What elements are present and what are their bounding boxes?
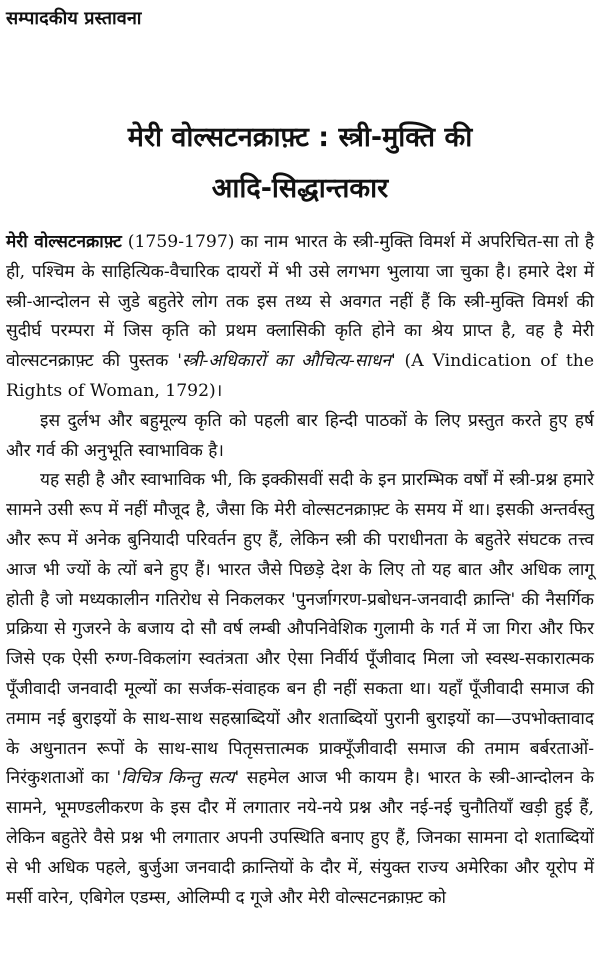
paragraph-1-text-a: (1759-1797) का नाम भारत के स्त्री-मुक्ति विमर्श में अपरिचित-सा तो है ही, पश्चिम के साहित्यिक-वैचारिक दायरों में भी उसे लगभग भुलाया जा चुका है। हमारे देश में स्त्री-आन्दोलन से जुडे बहुतेरे लोग तक इस तथ्य से अवगत नहीं हैं कि स्त्री-मुक्ति विमर्श की सुदीर्घ परम्परा में जिस कृति को प्रथम क्लासिकी कृति होने का श्रेय प्राप्त है, वह है मेरी वोल्सटनक्राफ़्ट की पुस्तक — [6, 232, 594, 372]
paragraph-3 — [6, 466, 594, 913]
chapter-title-line-1: मेरी वोल्सटनक्राफ़्ट : स्त्री-मुक्ति की — [127, 122, 473, 153]
paragraph-1-text-b: (A Vindication of the Rights of Woman, 1792)। — [6, 351, 595, 401]
book-title-hindi: 'स्त्री-अधिकारों का औचित्य-साधन' — [177, 351, 396, 372]
running-header: सम्पादकीय प्रस्तावना — [6, 8, 142, 29]
paragraph-2: इस दुर्लभ और बहुमूल्य कृति को पहली बार हिन्दी पाठकों के लिए प्रस्तुत करते हुए हर्ष और गर्व की अनुभूति स्वाभाविक है। — [6, 410, 594, 461]
chapter-title-line-2: आदि-सिद्धान्तकार — [211, 173, 389, 204]
body-text — [6, 228, 594, 913]
paragraph-3-text-b: सहमेल आज भी कायम है। भारत के स्त्री-आन्दोलन के सामने, भूमण्डलीकरण के इस दौर में लगातार नये-नये प्रश्न और नई-नई चुनौतियाँ खड़ी हुई हैं, लेकिन बहुतेरे वैसे प्रश्न भी लगातार अपनी उपस्थिति बनाए हुए हैं, जिनका सामना दो शताब्दियों से भी अधिक पहले, बुर्जुआ जनवादी क्रान्तियों के दौर में, संयुक्त राज्य अमेरिका और यूरोप में मर्सी वारेन, एबिगेल एडम्स, ओलिम्पी द गूजे और मेरी वोल्सटनक्राफ़्ट को — [6, 768, 594, 908]
chapter-title — [6, 112, 594, 214]
paragraph-3-text-a: यह सही है और स्वाभाविक भी, कि इक्कीसवीं सदी के इन प्रारम्भिक वर्षों में स्त्री-प्रश्न हमारे सामने उसी रूप में नहीं मौजूद है, जैसा कि मेरी वोल्सटनक्राफ़्ट के समय में था। इसकी अन्तर्वस्तु और रूप में अनेक बुनियादी परिवर्तन हुए हैं, लेकिन स्त्री की पराधीनता के बहुतेरे संघटक तत्त्व आज भी ज्यों के त्यों बने हुए हैं। भारत जैसे पिछड़े देश के लिए तो यह बात और अधिक लागू होती है जो मध्यकालीन गतिरोध से निकलकर 'पुनर्जागरण-प्रबोधन-जनवादी क्रान्ति' की नैसर्गिक प्रक्रिया से गुजरने के बजाय दो सौ वर्ष लम्बी औपनिवेशिक गुलामी के गर्त में जा गिरा और फिर जिसे एक ऐसी रुग्ण-विकलांग स्वतंत्रता और ऐसा निर्वीर्य पूँजीवाद मिला जो स्वस्थ-सकारात्मक पूँजीवादी जनवादी मूल्यों का सर्जक-संवाहक बन ही नहीं सकता था। यहाँ पूँजीवादी समाज की तमाम नई बुराइयों के साथ-साथ सहस्राब्दियों और शताब्दियों पुरानी बुराइयों का—उपभोक्तावाद के अधुनातन रूपों के साथ-साथ पितृसत्तात्मक प्राक्पूँजीवादी समाज की तमाम बर्बरताओं-निरंकुशताओं का — [6, 470, 594, 789]
paragraph-1 — [6, 228, 594, 407]
author-name: मेरी वोल्सटनक्राफ़्ट — [6, 232, 122, 252]
quoted-phrase: 'विचित्र किन्तु सत्य' — [116, 768, 240, 789]
